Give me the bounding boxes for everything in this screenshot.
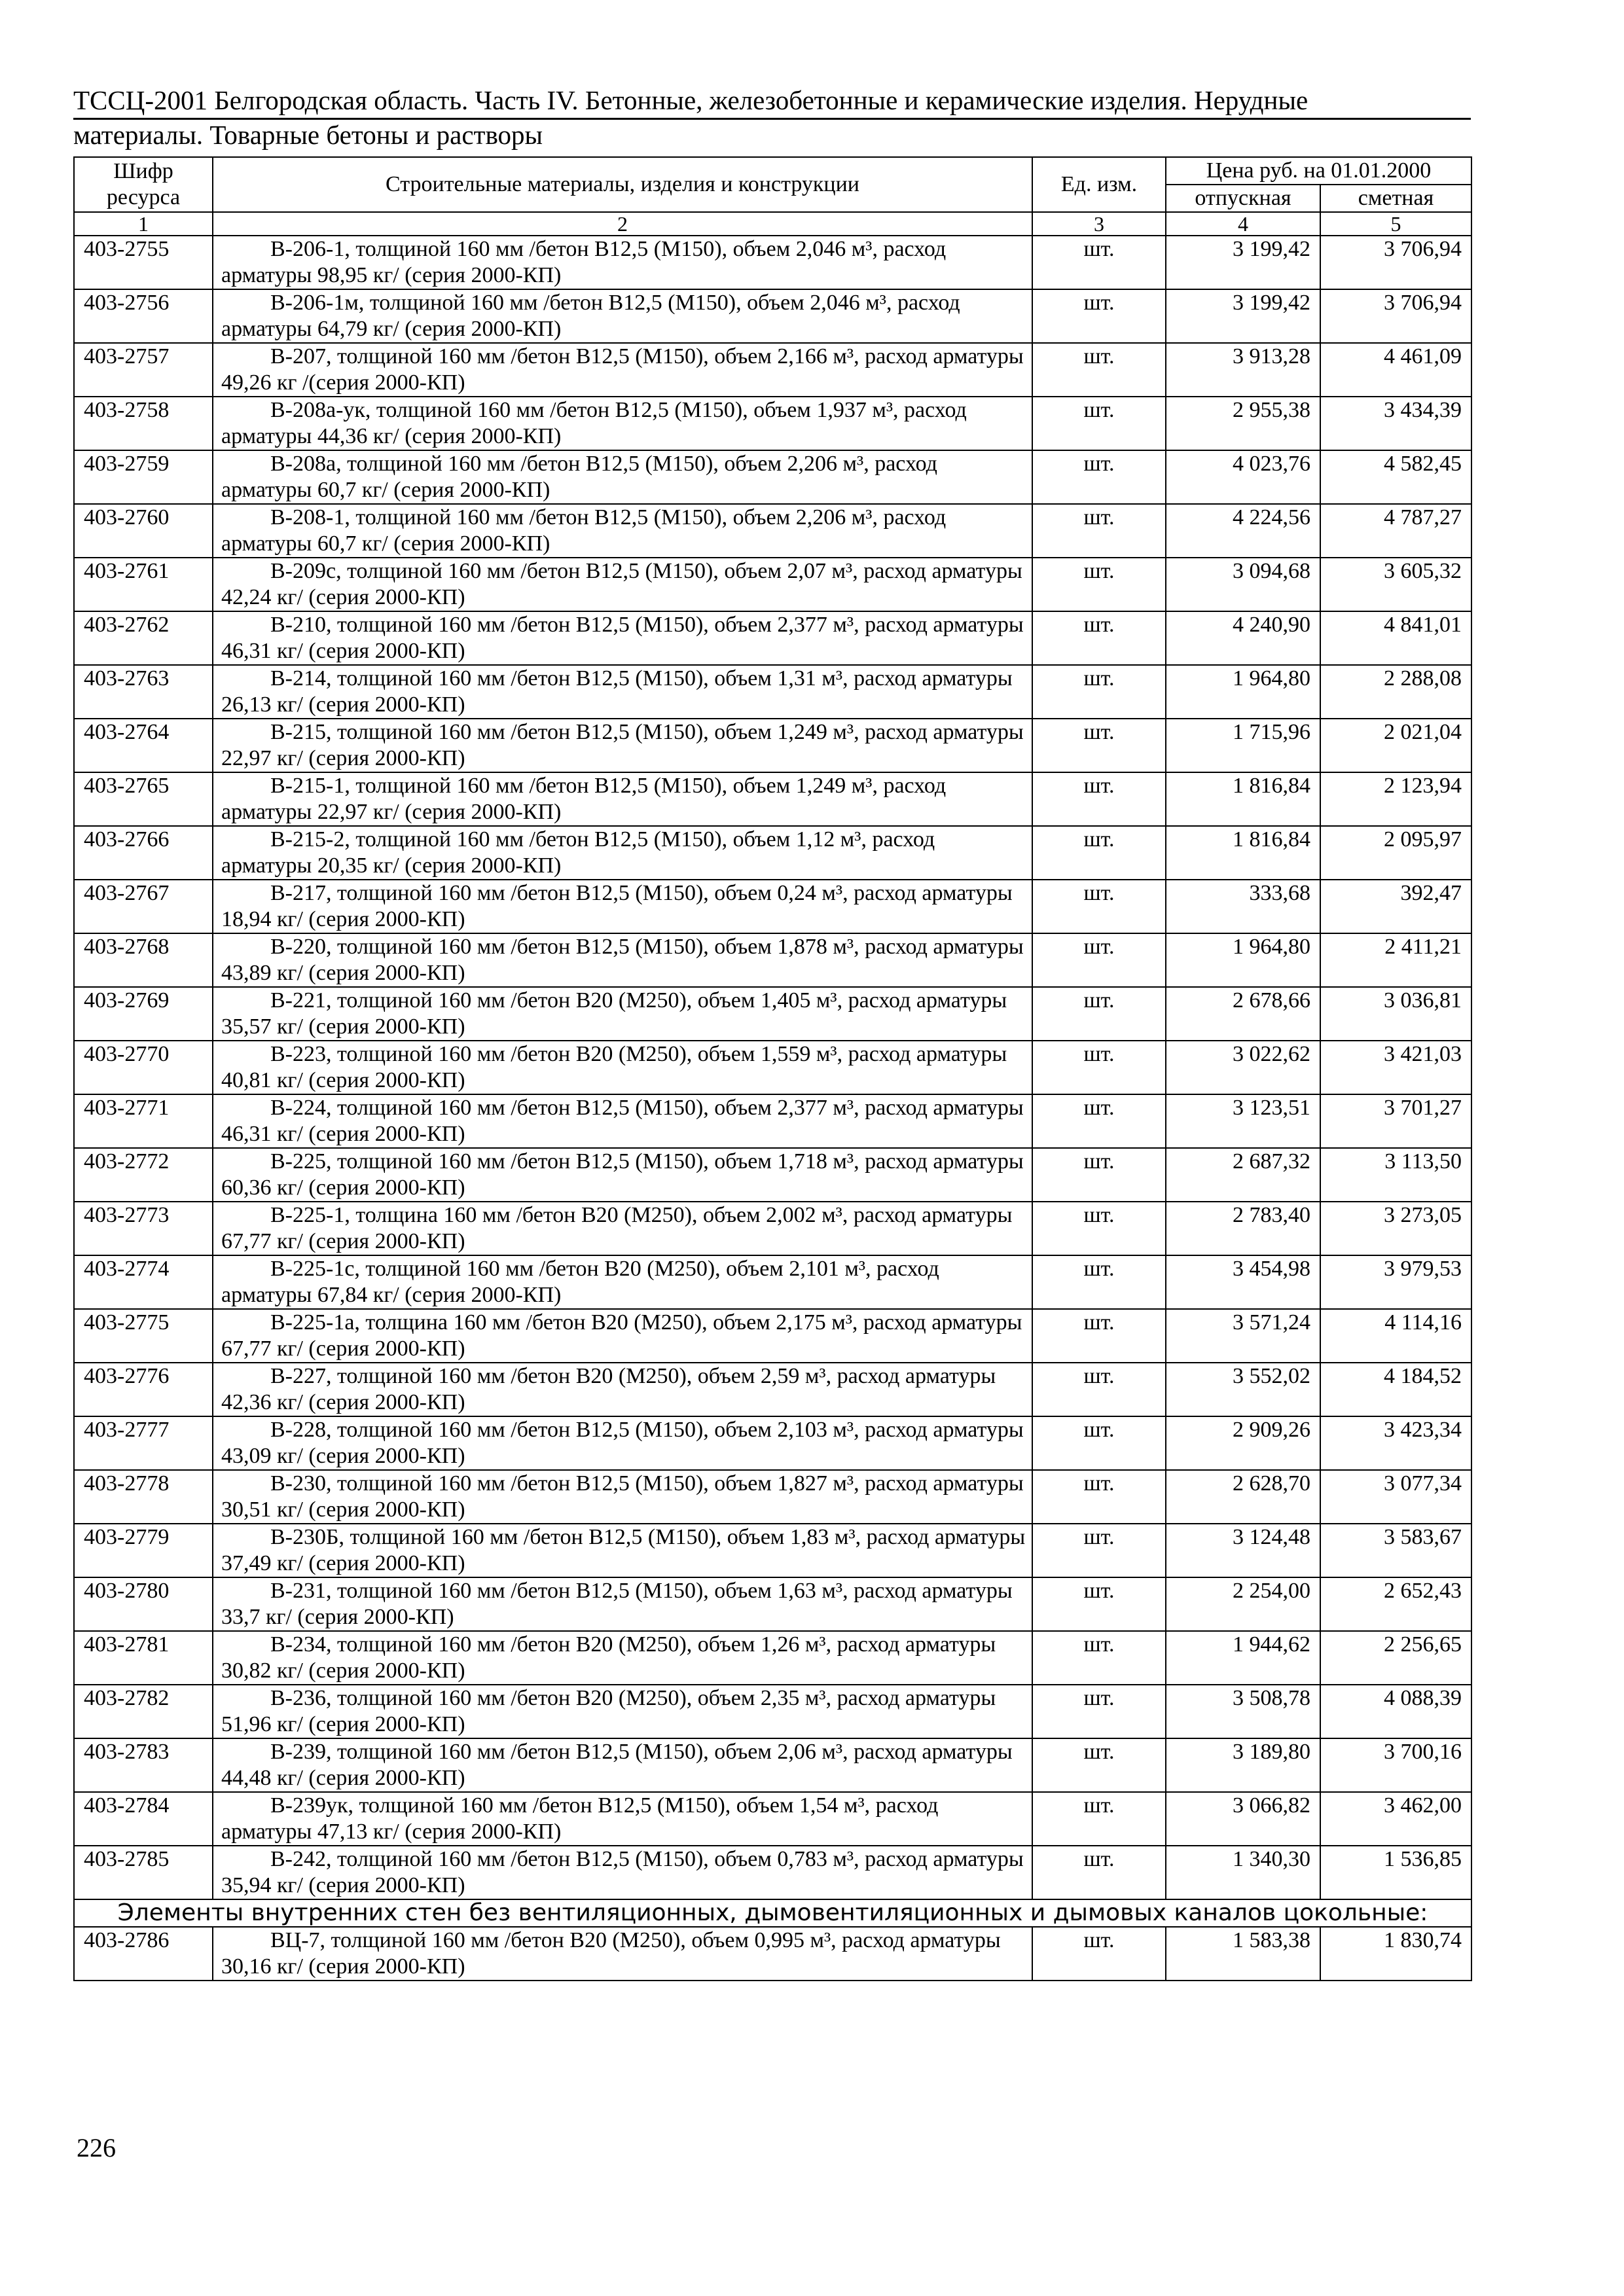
resource-code: 403-2772 xyxy=(74,1148,213,1202)
estimate-price: 4 841,01 xyxy=(1320,611,1471,665)
estimate-price: 4 582,45 xyxy=(1320,450,1471,504)
release-price: 3 571,24 xyxy=(1166,1309,1320,1363)
unit: шт. xyxy=(1032,558,1166,611)
table-row xyxy=(74,1846,1471,1899)
estimate-price: 2 095,97 xyxy=(1320,826,1471,880)
release-price: 3 022,62 xyxy=(1166,1041,1320,1094)
resource-code: 403-2764 xyxy=(74,719,213,772)
release-price: 3 454,98 xyxy=(1166,1255,1320,1309)
resource-code: 403-2771 xyxy=(74,1094,213,1148)
estimate-price: 2 021,04 xyxy=(1320,719,1471,772)
unit: шт. xyxy=(1032,1416,1166,1470)
material-name xyxy=(213,1846,1032,1899)
table-row xyxy=(74,826,1471,880)
material-name xyxy=(213,772,1032,826)
material-name xyxy=(213,1524,1032,1577)
material-name xyxy=(213,397,1032,450)
col-unit-header: Ед. изм. xyxy=(1032,157,1166,212)
material-name xyxy=(213,504,1032,558)
unit: шт. xyxy=(1032,1470,1166,1524)
material-name-text: В-220, толщиной 160 мм /бетон В12,5 (М150), объем 1,878 м³, расход арматуры 43,89 кг/ (серия 2000-КП) xyxy=(221,935,1024,985)
unit: шт. xyxy=(1032,933,1166,987)
resource-code: 403-2775 xyxy=(74,1309,213,1363)
material-name xyxy=(213,1094,1032,1148)
estimate-price: 2 123,94 xyxy=(1320,772,1471,826)
resource-code: 403-2784 xyxy=(74,1792,213,1846)
unit: шт. xyxy=(1032,611,1166,665)
price-table xyxy=(73,156,1472,1981)
unit: шт. xyxy=(1032,1927,1166,1981)
estimate-price: 4 461,09 xyxy=(1320,343,1471,397)
estimate-price: 2 288,08 xyxy=(1320,665,1471,719)
resource-code: 403-2786 xyxy=(74,1927,213,1981)
table-row xyxy=(74,611,1471,665)
unit: шт. xyxy=(1032,1309,1166,1363)
material-name-text: В-215, толщиной 160 мм /бетон В12,5 (М150), объем 1,249 м³, расход арматуры 22,97 кг/ (серия 2000-КП) xyxy=(221,720,1024,770)
release-price: 1 964,80 xyxy=(1166,933,1320,987)
unit: шт. xyxy=(1032,1524,1166,1577)
estimate-price: 1 536,85 xyxy=(1320,1846,1471,1899)
table-row xyxy=(74,933,1471,987)
unit: шт. xyxy=(1032,719,1166,772)
material-name xyxy=(213,1738,1032,1792)
resource-code: 403-2781 xyxy=(74,1631,213,1685)
release-price: 2 955,38 xyxy=(1166,397,1320,450)
estimate-price: 3 605,32 xyxy=(1320,558,1471,611)
material-name xyxy=(213,1255,1032,1309)
col-number: 3 xyxy=(1032,212,1166,236)
release-price: 4 224,56 xyxy=(1166,504,1320,558)
estimate-price: 4 787,27 xyxy=(1320,504,1471,558)
release-price: 2 678,66 xyxy=(1166,987,1320,1041)
estimate-price: 1 830,74 xyxy=(1320,1927,1471,1981)
release-price: 2 783,40 xyxy=(1166,1202,1320,1255)
table-body-section xyxy=(74,1927,1471,1981)
col-price-header: Цена руб. на 01.01.2000 xyxy=(1166,157,1471,185)
unit: шт. xyxy=(1032,1577,1166,1631)
release-price: 333,68 xyxy=(1166,880,1320,933)
table-row xyxy=(74,397,1471,450)
resource-code: 403-2780 xyxy=(74,1577,213,1631)
col-number: 4 xyxy=(1166,212,1320,236)
unit: шт. xyxy=(1032,1792,1166,1846)
material-name-text: В-223, толщиной 160 мм /бетон В20 (М250), объем 1,559 м³, расход арматуры 40,81 кг/ (серия 2000-КП) xyxy=(221,1042,1007,1092)
unit: шт. xyxy=(1032,1041,1166,1094)
estimate-price: 3 036,81 xyxy=(1320,987,1471,1041)
resource-code: 403-2777 xyxy=(74,1416,213,1470)
material-name xyxy=(213,450,1032,504)
table-row xyxy=(74,1148,1471,1202)
table-row xyxy=(74,1792,1471,1846)
release-price: 3 124,48 xyxy=(1166,1524,1320,1577)
table-row xyxy=(74,1202,1471,1255)
resource-code: 403-2785 xyxy=(74,1846,213,1899)
release-price: 3 508,78 xyxy=(1166,1685,1320,1738)
unit: шт. xyxy=(1032,987,1166,1041)
material-name-text: В-225-1а, толщина 160 мм /бетон В20 (М250), объем 2,175 м³, расход арматуры 67,77 кг/ (серия 2000-КП) xyxy=(221,1310,1022,1361)
resource-code: 403-2774 xyxy=(74,1255,213,1309)
unit: шт. xyxy=(1032,1363,1166,1416)
material-name-text: В-209с, толщиной 160 мм /бетон В12,5 (М150), объем 2,07 м³, расход арматуры 42,24 кг/ (серия 2000-КП) xyxy=(221,559,1022,609)
material-name xyxy=(213,1416,1032,1470)
material-name xyxy=(213,933,1032,987)
material-name xyxy=(213,1577,1032,1631)
table-row xyxy=(74,1094,1471,1148)
material-name-text: В-225-1, толщина 160 мм /бетон В20 (М250), объем 2,002 м³, расход арматуры 67,77 кг/ (серия 2000-КП) xyxy=(221,1203,1013,1253)
estimate-price: 3 273,05 xyxy=(1320,1202,1471,1255)
estimate-price: 3 421,03 xyxy=(1320,1041,1471,1094)
resource-code: 403-2759 xyxy=(74,450,213,504)
material-name xyxy=(213,1631,1032,1685)
material-name-text: В-215-1, толщиной 160 мм /бетон В12,5 (М150), объем 1,249 м³, расход арматуры 22,97 кг/ (серия 2000-КП) xyxy=(221,774,947,824)
unit: шт. xyxy=(1032,504,1166,558)
resource-code: 403-2760 xyxy=(74,504,213,558)
material-name xyxy=(213,880,1032,933)
resource-code: 403-2782 xyxy=(74,1685,213,1738)
header-title-line2: материалы. Товарные бетоны и растворы xyxy=(73,120,543,150)
table-row xyxy=(74,1524,1471,1577)
unit: шт. xyxy=(1032,1685,1166,1738)
material-name-text: В-206-1, толщиной 160 мм /бетон В12,5 (М150), объем 2,046 м³, расход арматуры 98,95 кг/ (серия 2000-КП) xyxy=(221,237,947,287)
material-name xyxy=(213,1202,1032,1255)
release-price: 3 066,82 xyxy=(1166,1792,1320,1846)
material-name xyxy=(213,826,1032,880)
col-number: 5 xyxy=(1320,212,1471,236)
material-name-text: В-239, толщиной 160 мм /бетон В12,5 (М150), объем 2,06 м³, расход арматуры 44,48 кг/ (серия 2000-КП) xyxy=(221,1740,1013,1790)
table-row xyxy=(74,1738,1471,1792)
col-number: 1 xyxy=(74,212,213,236)
table-row xyxy=(74,987,1471,1041)
material-name-text: В-227, толщиной 160 мм /бетон В20 (М250), объем 2,59 м³, расход арматуры 42,36 кг/ (серия 2000-КП) xyxy=(221,1364,996,1414)
table-row xyxy=(74,1041,1471,1094)
unit: шт. xyxy=(1032,450,1166,504)
unit: шт. xyxy=(1032,826,1166,880)
material-name-text: В-230Б, толщиной 160 мм /бетон В12,5 (М150), объем 1,83 м³, расход арматуры 37,49 кг/ (серия 2000-КП) xyxy=(221,1525,1026,1575)
table-row xyxy=(74,772,1471,826)
material-name xyxy=(213,1792,1032,1846)
release-price: 4 023,76 xyxy=(1166,450,1320,504)
table-row xyxy=(74,1631,1471,1685)
release-price: 1 816,84 xyxy=(1166,826,1320,880)
material-name-text: В-206-1м, толщиной 160 мм /бетон В12,5 (М150), объем 2,046 м³, расход арматуры 64,79 кг/ (серия 2000-КП) xyxy=(221,291,960,341)
unit: шт. xyxy=(1032,1846,1166,1899)
release-price: 3 199,42 xyxy=(1166,236,1320,289)
table-row xyxy=(74,1255,1471,1309)
resource-code: 403-2783 xyxy=(74,1738,213,1792)
material-name xyxy=(213,1148,1032,1202)
material-name-text: В-236, толщиной 160 мм /бетон В20 (М250), объем 2,35 м³, расход арматуры 51,96 кг/ (серия 2000-КП) xyxy=(221,1686,996,1736)
resource-code: 403-2770 xyxy=(74,1041,213,1094)
table-row xyxy=(74,719,1471,772)
table-row xyxy=(74,1577,1471,1631)
estimate-price: 3 701,27 xyxy=(1320,1094,1471,1148)
table-row xyxy=(74,1363,1471,1416)
unit: шт. xyxy=(1032,397,1166,450)
table-row xyxy=(74,236,1471,289)
release-price: 2 687,32 xyxy=(1166,1148,1320,1202)
table-row xyxy=(74,558,1471,611)
estimate-price: 2 411,21 xyxy=(1320,933,1471,987)
material-name xyxy=(213,1685,1032,1738)
material-name-text: В-208а, толщиной 160 мм /бетон В12,5 (М150), объем 2,206 м³, расход арматуры 60,7 кг/ (серия 2000-КП) xyxy=(221,452,937,502)
resource-code: 403-2756 xyxy=(74,289,213,343)
resource-code: 403-2765 xyxy=(74,772,213,826)
table-row xyxy=(74,343,1471,397)
resource-code: 403-2766 xyxy=(74,826,213,880)
section-heading: Элементы внутренних стен без вентиляционных, дымовентиляционных и дымовых каналов цокольные: xyxy=(74,1899,1471,1927)
material-name-text: В-225, толщиной 160 мм /бетон В12,5 (М150), объем 1,718 м³, расход арматуры 60,36 кг/ (серия 2000-КП) xyxy=(221,1149,1024,1200)
material-name-text: В-239ук, толщиной 160 мм /бетон В12,5 (М150), объем 1,54 м³, расход арматуры 47,13 кг/ (серия 2000-КП) xyxy=(221,1793,939,1844)
material-name xyxy=(213,558,1032,611)
release-price: 3 094,68 xyxy=(1166,558,1320,611)
page-number: 226 xyxy=(77,2133,116,2162)
estimate-price: 3 583,67 xyxy=(1320,1524,1471,1577)
release-price: 1 715,96 xyxy=(1166,719,1320,772)
estimate-price: 2 256,65 xyxy=(1320,1631,1471,1685)
material-name xyxy=(213,1927,1032,1981)
material-name-text: В-207, толщиной 160 мм /бетон В12,5 (М150), объем 2,166 м³, расход арматуры 49,26 кг /(серия 2000-КП) xyxy=(221,344,1024,395)
material-name xyxy=(213,236,1032,289)
estimate-price: 3 423,34 xyxy=(1320,1416,1471,1470)
unit: шт. xyxy=(1032,772,1166,826)
release-price: 1 583,38 xyxy=(1166,1927,1320,1981)
unit: шт. xyxy=(1032,1094,1166,1148)
column-numbers-row xyxy=(74,212,1471,236)
release-price: 1 944,62 xyxy=(1166,1631,1320,1685)
material-name xyxy=(213,665,1032,719)
table-header-row xyxy=(74,157,1471,185)
estimate-price: 4 088,39 xyxy=(1320,1685,1471,1738)
unit: шт. xyxy=(1032,289,1166,343)
resource-code: 403-2776 xyxy=(74,1363,213,1416)
estimate-price: 3 706,94 xyxy=(1320,236,1471,289)
resource-code: 403-2757 xyxy=(74,343,213,397)
release-price: 3 189,80 xyxy=(1166,1738,1320,1792)
material-name xyxy=(213,289,1032,343)
table-row xyxy=(74,450,1471,504)
unit: шт. xyxy=(1032,1148,1166,1202)
col-code-header: Шифр ресурса xyxy=(74,157,213,212)
material-name xyxy=(213,611,1032,665)
table-row xyxy=(74,1416,1471,1470)
col-number: 2 xyxy=(213,212,1032,236)
material-name-text: В-224, толщиной 160 мм /бетон В12,5 (М150), объем 2,377 м³, расход арматуры 46,31 кг/ (серия 2000-КП) xyxy=(221,1096,1024,1146)
material-name xyxy=(213,1470,1032,1524)
material-name-text: В-217, толщиной 160 мм /бетон В12,5 (М150), объем 0,24 м³, расход арматуры 18,94 кг/ (серия 2000-КП) xyxy=(221,881,1013,931)
col-name-header: Строительные материалы, изделия и конструкции xyxy=(213,157,1032,212)
release-price: 3 552,02 xyxy=(1166,1363,1320,1416)
material-name-text: В-215-2, толщиной 160 мм /бетон В12,5 (М150), объем 1,12 м³, расход арматуры 20,35 кг/ (серия 2000-КП) xyxy=(221,827,935,878)
unit: шт. xyxy=(1032,880,1166,933)
table-row xyxy=(74,1685,1471,1738)
release-price: 1 816,84 xyxy=(1166,772,1320,826)
page-header xyxy=(73,84,1471,150)
release-price: 4 240,90 xyxy=(1166,611,1320,665)
material-name-text: В-221, толщиной 160 мм /бетон В20 (М250), объем 1,405 м³, расход арматуры 35,57 кг/ (серия 2000-КП) xyxy=(221,988,1007,1039)
table-row xyxy=(74,665,1471,719)
material-name-text: ВЦ-7, толщиной 160 мм /бетон В20 (М250), объем 0,995 м³, расход арматуры 30,16 кг/ (серия 2000-КП) xyxy=(221,1928,1001,1979)
col-estimate-header: сметная xyxy=(1320,185,1471,212)
col-release-header: отпускная xyxy=(1166,185,1320,212)
release-price: 2 254,00 xyxy=(1166,1577,1320,1631)
material-name-text: В-228, толщиной 160 мм /бетон В12,5 (М150), объем 2,103 м³, расход арматуры 43,09 кг/ (серия 2000-КП) xyxy=(221,1418,1024,1468)
estimate-price: 4 184,52 xyxy=(1320,1363,1471,1416)
material-name-text: В-230, толщиной 160 мм /бетон В12,5 (М150), объем 1,827 м³, расход арматуры 30,51 кг/ (серия 2000-КП) xyxy=(221,1471,1024,1522)
material-name xyxy=(213,987,1032,1041)
table-row xyxy=(74,504,1471,558)
estimate-price: 3 979,53 xyxy=(1320,1255,1471,1309)
resource-code: 403-2768 xyxy=(74,933,213,987)
unit: шт. xyxy=(1032,1738,1166,1792)
material-name xyxy=(213,1309,1032,1363)
unit: шт. xyxy=(1032,1202,1166,1255)
resource-code: 403-2758 xyxy=(74,397,213,450)
estimate-price: 3 706,94 xyxy=(1320,289,1471,343)
table-row xyxy=(74,1927,1471,1981)
release-price: 2 909,26 xyxy=(1166,1416,1320,1470)
material-name xyxy=(213,1363,1032,1416)
material-name-text: В-210, толщиной 160 мм /бетон В12,5 (М150), объем 2,377 м³, расход арматуры 46,31 кг/ (серия 2000-КП) xyxy=(221,613,1024,663)
material-name-text: В-231, толщиной 160 мм /бетон В12,5 (М150), объем 1,63 м³, расход арматуры 33,7 кг/ (серия 2000-КП) xyxy=(221,1579,1013,1629)
table-row xyxy=(74,880,1471,933)
release-price: 2 628,70 xyxy=(1166,1470,1320,1524)
unit: шт. xyxy=(1032,236,1166,289)
material-name xyxy=(213,343,1032,397)
estimate-price: 4 114,16 xyxy=(1320,1309,1471,1363)
material-name-text: В-214, толщиной 160 мм /бетон В12,5 (М150), объем 1,31 м³, расход арматуры 26,13 кг/ (серия 2000-КП) xyxy=(221,666,1013,717)
table-row xyxy=(74,289,1471,343)
resource-code: 403-2761 xyxy=(74,558,213,611)
resource-code: 403-2762 xyxy=(74,611,213,665)
resource-code: 403-2779 xyxy=(74,1524,213,1577)
resource-code: 403-2778 xyxy=(74,1470,213,1524)
material-name xyxy=(213,1041,1032,1094)
unit: шт. xyxy=(1032,343,1166,397)
estimate-price: 3 113,50 xyxy=(1320,1148,1471,1202)
unit: шт. xyxy=(1032,665,1166,719)
resource-code: 403-2763 xyxy=(74,665,213,719)
material-name-text: В-208-1, толщиной 160 мм /бетон В12,5 (М150), объем 2,206 м³, расход арматуры 60,7 кг/ (серия 2000-КП) xyxy=(221,505,947,556)
section-body xyxy=(74,1899,1471,1927)
material-name xyxy=(213,719,1032,772)
material-name-text: В-234, толщиной 160 мм /бетон В20 (М250), объем 1,26 м³, расход арматуры 30,82 кг/ (серия 2000-КП) xyxy=(221,1632,996,1683)
estimate-price: 3 434,39 xyxy=(1320,397,1471,450)
resource-code: 403-2767 xyxy=(74,880,213,933)
release-price: 1 340,30 xyxy=(1166,1846,1320,1899)
unit: шт. xyxy=(1032,1631,1166,1685)
estimate-price: 3 462,00 xyxy=(1320,1792,1471,1846)
estimate-price: 3 077,34 xyxy=(1320,1470,1471,1524)
release-price: 3 199,42 xyxy=(1166,289,1320,343)
material-name-text: В-242, толщиной 160 мм /бетон В12,5 (М150), объем 0,783 м³, расход арматуры 35,94 кг/ (серия 2000-КП) xyxy=(221,1847,1024,1897)
material-name-text: В-225-1с, толщиной 160 мм /бетон В20 (М250), объем 2,101 м³, расход арматуры 67,84 кг/ (серия 2000-КП) xyxy=(221,1257,939,1307)
material-name-text: В-208а-ук, толщиной 160 мм /бетон В12,5 (М150), объем 1,937 м³, расход арматуры 44,36 кг/ (серия 2000-КП) xyxy=(221,398,967,448)
estimate-price: 2 652,43 xyxy=(1320,1577,1471,1631)
unit: шт. xyxy=(1032,1255,1166,1309)
estimate-price: 392,47 xyxy=(1320,880,1471,933)
table-row xyxy=(74,1470,1471,1524)
resource-code: 403-2769 xyxy=(74,987,213,1041)
release-price: 3 123,51 xyxy=(1166,1094,1320,1148)
table-row xyxy=(74,1309,1471,1363)
estimate-price: 3 700,16 xyxy=(1320,1738,1471,1792)
resource-code: 403-2773 xyxy=(74,1202,213,1255)
resource-code: 403-2755 xyxy=(74,236,213,289)
release-price: 3 913,28 xyxy=(1166,343,1320,397)
table-body xyxy=(74,236,1471,1899)
header-title-line1: ТССЦ-2001 Белгородская область. Часть IV. Бетонные, железобетонные и керамические изделия. Нерудные xyxy=(73,85,1308,115)
section-heading-row xyxy=(74,1899,1471,1927)
release-price: 1 964,80 xyxy=(1166,665,1320,719)
